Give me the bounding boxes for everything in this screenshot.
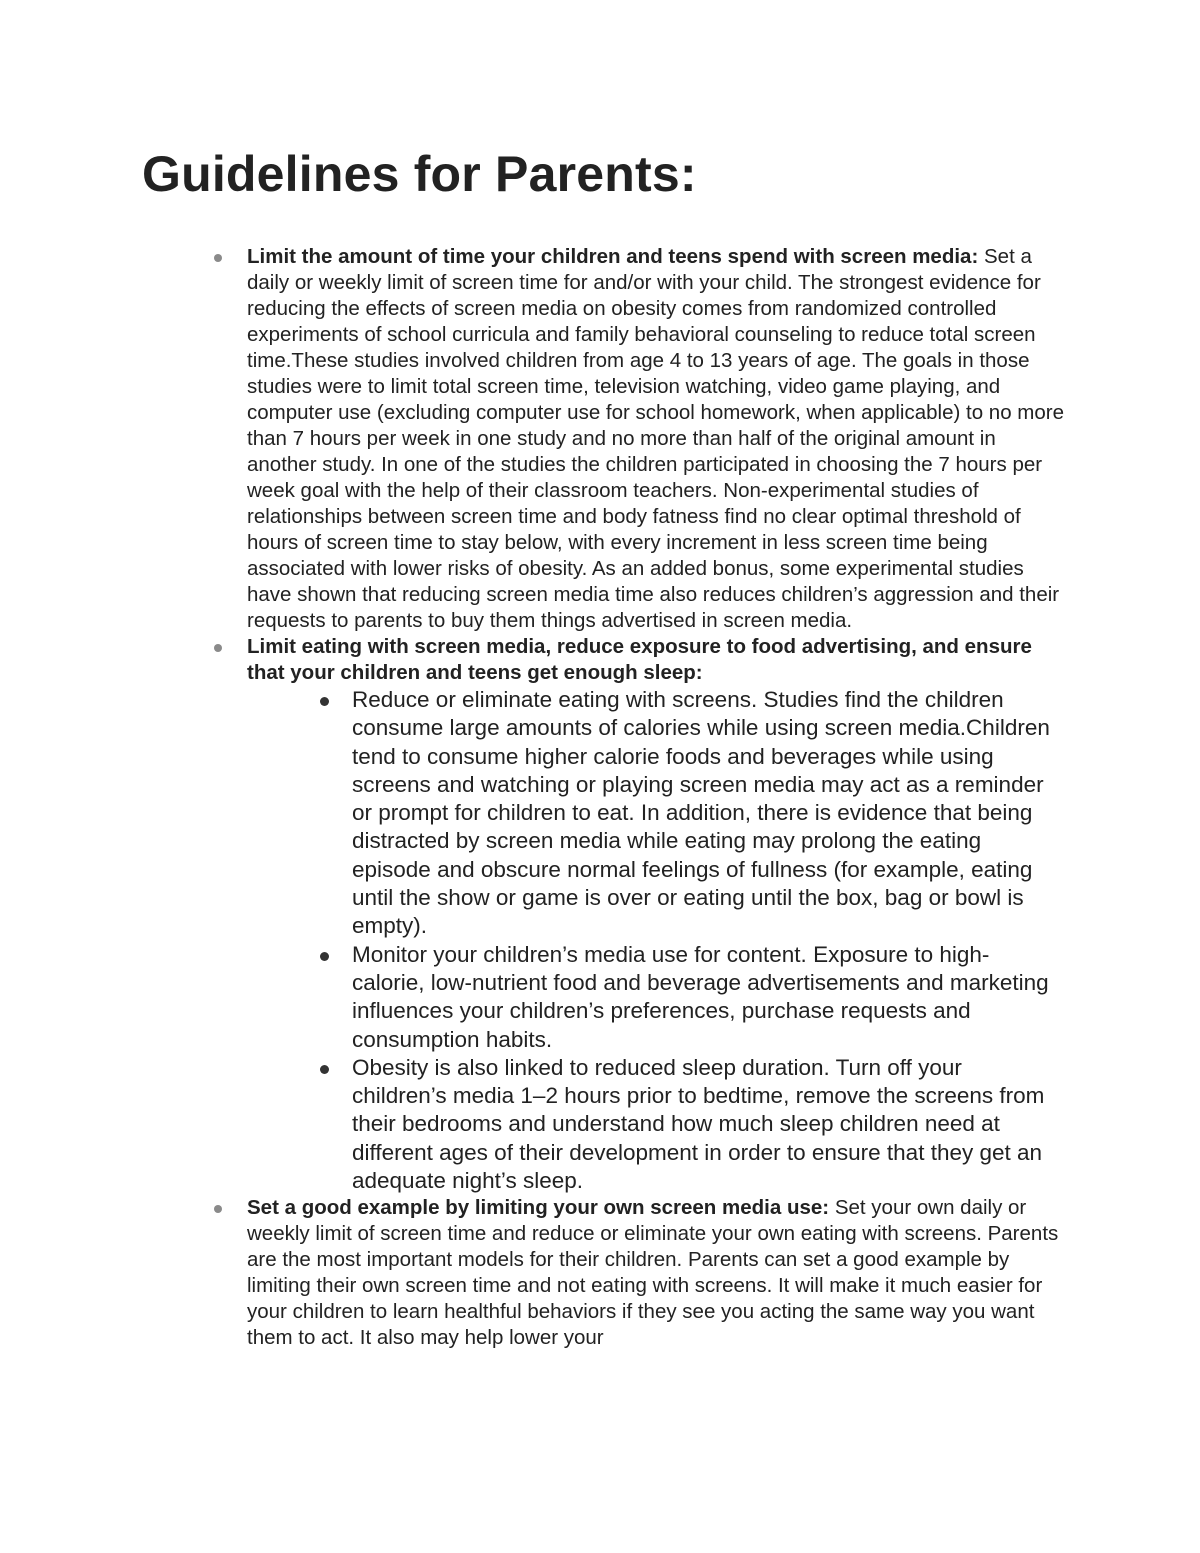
- bullet-icon: [320, 697, 329, 706]
- guidelines-list: [247, 244, 1067, 1351]
- item-heading: Limit eating with screen media, reduce exposure to food advertising, and ensure that your children and teens get enough sleep:: [247, 635, 1032, 684]
- sub-item-text: Reduce or eliminate eating with screens. Studies find the children consume large amounts of calories while using screen media.Children tend to consume higher calorie foods and beverages while using screens and watching or playing screen media may act as a reminder or prompt for children to eat. In addition, there is evidence that being distracted by screen media while eating may prolong the eating episode and obscure normal feelings of fullness (for example, eating until the show or game is over or eating until the box, bag or bowl is empty).: [352, 687, 1050, 939]
- bullet-icon: [214, 254, 222, 262]
- list-item: [247, 634, 1067, 1195]
- item-body: Set a daily or weekly limit of screen time for and/or with your child. The strongest evidence for reducing the effects of screen media on obesity comes from randomized controlled experiments of school curricula and family behavioral counseling to reduce total screen time.These studies involved children from age 4 to 13 years of age. The goals in those studies were to limit total screen time, television watching, video game playing, and computer use (excluding computer use for school homework, when applicable) to no more than 7 hours per week in one study and no more than half of the original amount in another study. In one of the studies the children participated in choosing the 7 hours per week goal with the help of their classroom teachers. Non-experimental studies of relationships between screen time and body fatness find no clear optimal threshold of hours of screen time to stay below, with every increment in less screen time being associated with lower risks of obesity. As an added bonus, some experimental studies have shown that reducing screen media time also reduces children’s aggression and their requests to parents to buy them things advertised in screen media.: [247, 245, 1064, 632]
- page-title: Guidelines for Parents:: [142, 146, 697, 202]
- bullet-icon: [214, 644, 222, 652]
- item-body: Set your own daily or weekly limit of screen time and reduce or eliminate your own eating with screens. Parents are the most important models for their children. Parents can set a good example by limiting their own screen time and not eating with screens. It will make it much easier for your children to learn healthful behaviors if they see you acting the same way you want them to act. It also may help lower your: [247, 1196, 1059, 1350]
- sub-item-text: Monitor your children’s media use for content. Exposure to high-calorie, low-nutrient food and beverage advertisements and marketing influences your children’s preferences, purchase requests and consumption habits.: [352, 941, 1049, 1052]
- list-item: [247, 1195, 1067, 1351]
- sub-list-item: [352, 1054, 1052, 1195]
- bullet-icon: [320, 1065, 329, 1074]
- bullet-icon: [214, 1205, 222, 1213]
- sub-list: [247, 686, 1052, 1195]
- bullet-icon: [320, 952, 329, 961]
- item-heading: Set a good example by limiting your own screen media use:: [247, 1196, 830, 1220]
- item-heading: Limit the amount of time your children and teens spend with screen media:: [247, 245, 979, 268]
- sub-list-item: [352, 941, 1052, 1054]
- list-item: [247, 244, 1067, 634]
- sub-item-text: Obesity is also linked to reduced sleep duration. Turn off your children’s media 1–2 hours prior to bedtime, remove the screens from their bedrooms and understand how much sleep children need at different ages of their development in order to ensure that they get an adequate night’s sleep.: [352, 1054, 1045, 1194]
- sub-list-item: [352, 686, 1052, 941]
